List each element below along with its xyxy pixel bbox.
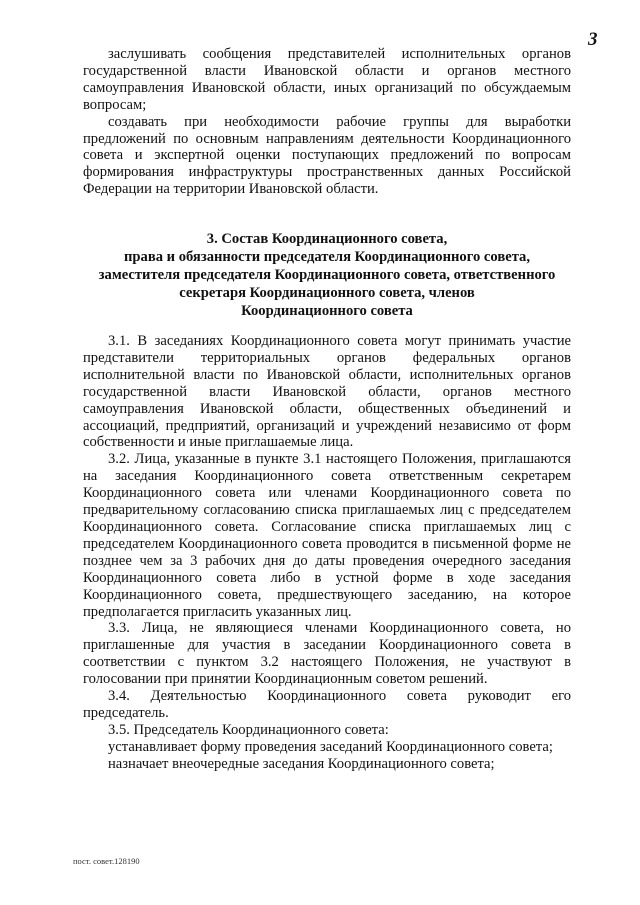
heading-line: 3. Состав Координационного совета, [206, 231, 448, 247]
paragraph-hear-reports: заслушивать сообщения представителей исполнительных органов государственной власти Ивановской области и органов местного самоуправления Ивановской области, иных организаций по обсуждаемым вопросам; [83, 46, 571, 113]
paragraph-working-groups: создавать при необходимости рабочие группы для выработки предложений по основным направлениям деятельности Координационного совета и экспертной оценки поступающих предложений по вопросам формирования инфраструктуры пространственных данных Российской Федерации на территории Ивановской области. [83, 113, 571, 198]
heading-line: секретаря Координационного совета, членов [179, 285, 475, 301]
paragraph-3-5: 3.5. Председатель Координационного совета: [108, 721, 389, 738]
intro-text [83, 46, 571, 198]
section-heading [83, 230, 571, 320]
paragraph-3-1: 3.1. В заседаниях Координационного совета могут принимать участие представители территориальных органов федеральных органов исполнительной власти по Ивановской области, исполнительных органов государственной власти Ивановской области, органов местного самоуправления Ивановской области, общественных объединений и ассоциаций, предприятий, организаций и учреждений независимо от форм собственности и иные приглашаемые лица. [83, 333, 571, 451]
paragraph-3-3: 3.3. Лица, не являющиеся членами Координационного совета, но приглашенные для участия в заседании Координационного совета в соответствии с пунктом 3.2 настоящего Положения, не участвуют в голосовании при принятии Координационным советом решений. [83, 620, 571, 688]
paragraph-extra-meetings: назначает внеочередные заседания Координационного совета; [108, 755, 495, 772]
footer-code: пост. совет.128190 [73, 856, 140, 866]
paragraph-3-4: 3.4. Деятельностью Координационного совета руководит его председатель. [83, 688, 571, 721]
page-number: 3 [588, 29, 598, 50]
heading-line: права и обязанности председателя Координационного совета, [124, 249, 530, 265]
paragraph-meeting-form: устанавливает форму проведения заседаний Координационного совета; [108, 738, 553, 755]
section-text [83, 333, 571, 773]
heading-line: заместителя председателя Координационного совета, ответственного [98, 267, 556, 283]
paragraph-3-2: 3.2. Лица, указанные в пункте 3.1 настоящего Положения, приглашаются на заседания Координационного совета ответственным секретарем Координационного совета или членами Координационного совета по предварительному согласованию списка приглашаемых лиц с председателем Координационного совета. Согласование списка приглашаемых лиц с председателем Координационного совета проводится в письменной форме не позднее чем за 3 рабочих дня до даты проведения очередного заседания Координационного совета либо в устной форме в ходе заседания Координационного совета, предшествующего заседанию, на которое предполагается пригласить указанных лиц. [83, 451, 571, 620]
heading-line: Координационного совета [241, 303, 413, 319]
